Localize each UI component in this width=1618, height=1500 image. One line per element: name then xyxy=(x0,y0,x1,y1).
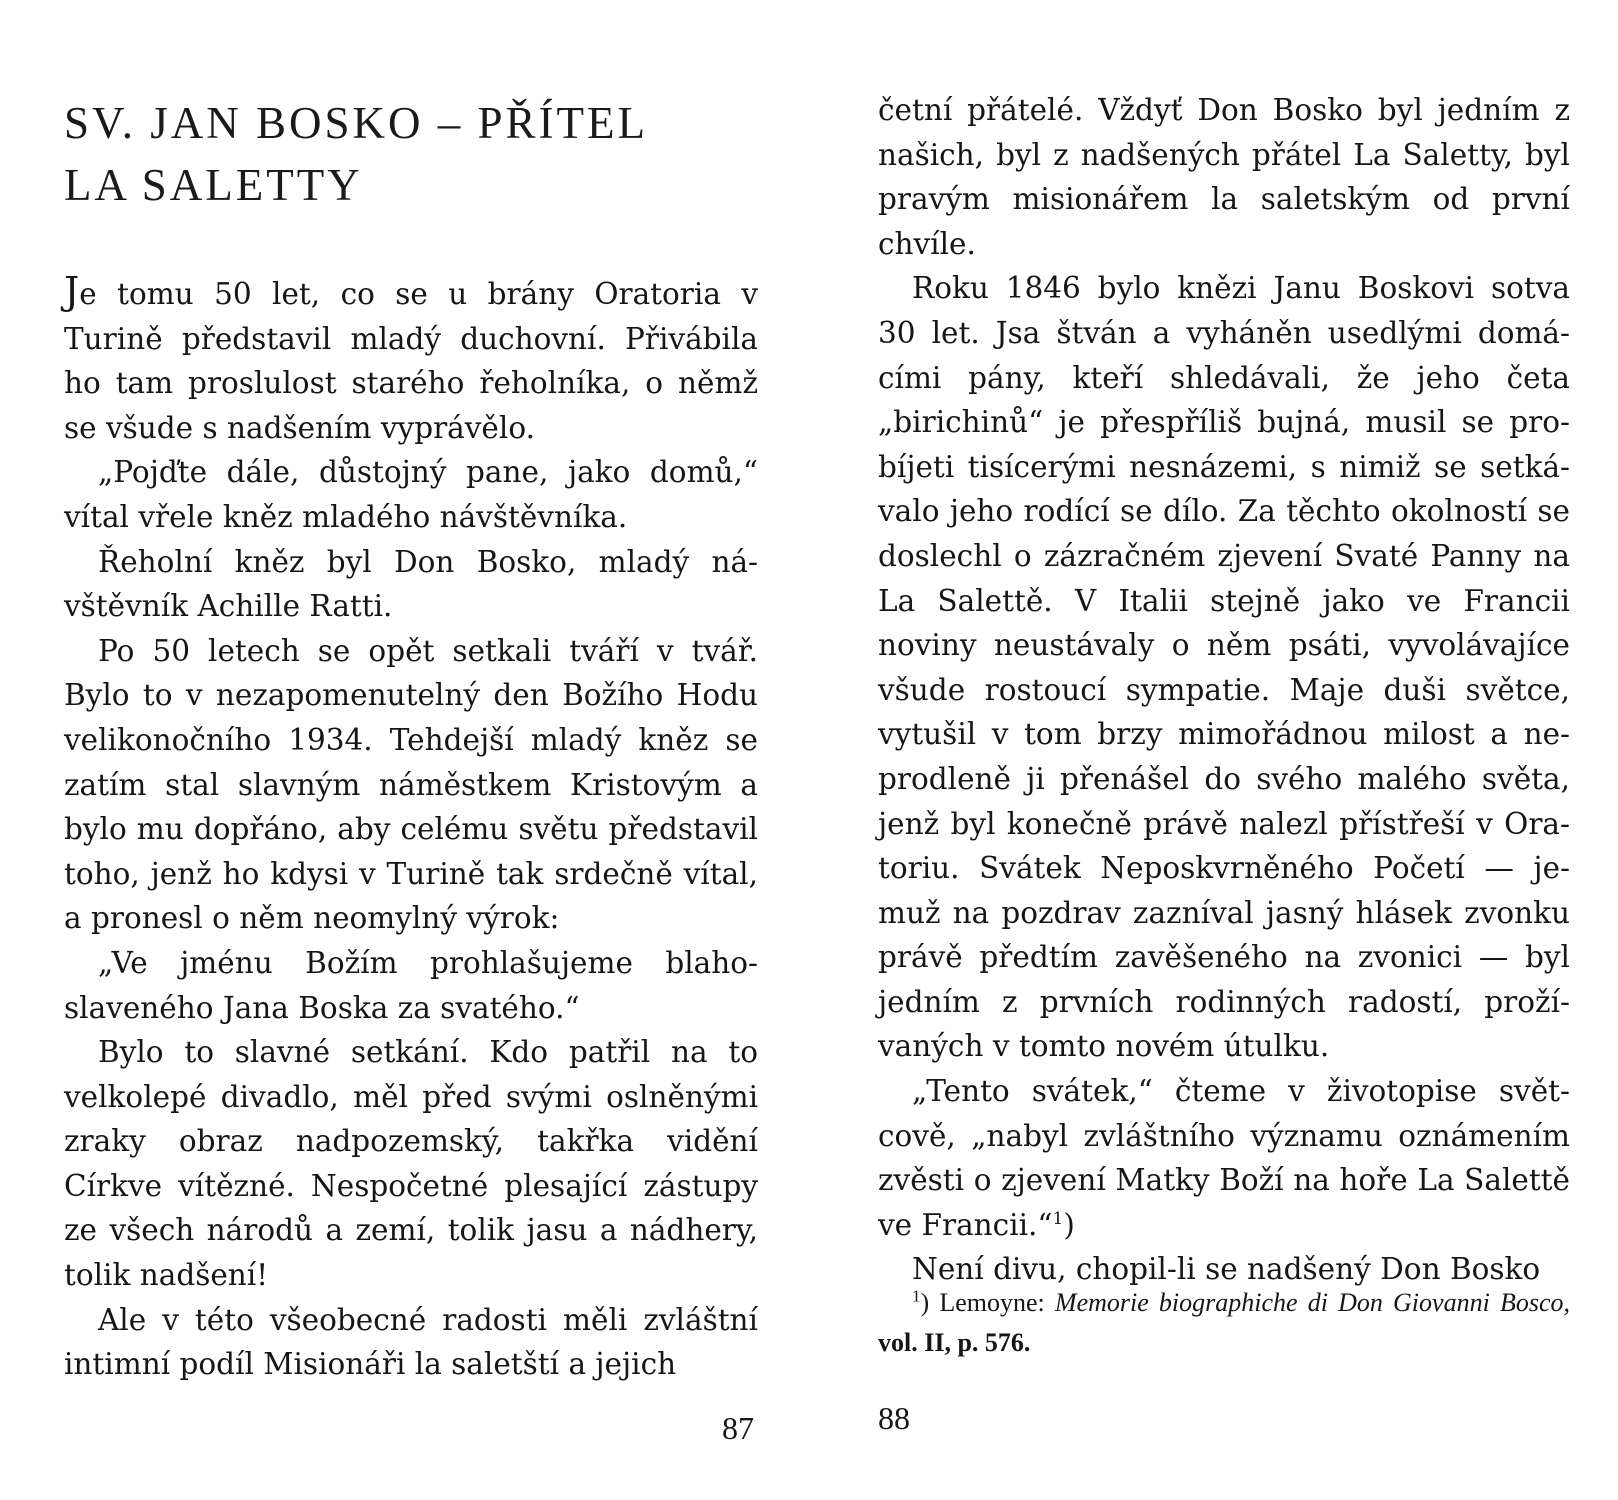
paragraph: Ale v této všeobecné radosti měli zvláštní intimní podíl Misionáři la saletští a jejich xyxy=(64,1302,758,1382)
page-number: 88 xyxy=(878,1400,910,1436)
paragraph: Roku 1846 bylo knězi Janu Boskovi sotva 30 let. Jsa štván a vyháněn usedlými domácími pány, kteří shledávali, že jeho četa „birichinů“ je přespříliš bujná, musil se probíjeti tisícerými nesnázemi, s nimiž se setkávalo jeho rodící se dílo. Za těchto okolností se doslechl o zázračném zjevení Svaté Panny na La Salettě. V Italii stejně jako ve Francii noviny neustávaly o něm psáti, vyvolávajíce všude rostoucí sympatie. Maje duši světce, vytušil v tom brzy mimořádnou milost a neprodleně ji přenášel do svého malého světa, jenž byl konečně právě nalezl přístřeší v Oratoriu. Svátek Neposkvrněného Početí — jemuž na pozdrav zazníval jasný hlásek zvonku právě předtím zavěšeného na zvonici — byl jedním z prvních rodinných radostí, prožívaných v tomto novém útulku. xyxy=(878,271,1570,1064)
right-page-body xyxy=(878,88,1570,1292)
page-number: 87 xyxy=(722,1410,754,1446)
footnote: $^1$) Lemoyne: Memorie biographiche di Don Giovanni Bosco, vol. II, p. 576. xyxy=(878,1286,1570,1357)
paragraph: „Tento svátek,“ čteme v životopise světcově, „nabyl zvláštního významu oznámením zvěsti o zjevení Matky Boží na hoře La Salettě ve Francii.“$^1$) xyxy=(878,1074,1570,1242)
chapter-title xyxy=(64,92,758,216)
paragraph: četní přátelé. Vždyť Don Bosko byl jedním z našich, byl z nadšených přátel La Saletty, byl pravým misionářem la saletským od první chvíle. xyxy=(878,93,1570,261)
footnote-work-title: Memorie biographiche di Don Giovanni Bosco, xyxy=(1054,1288,1570,1317)
paragraph: „Pojďte dále, důstojný pane, jako domů,“ vítal vřele kněz mladého návštěvníka. xyxy=(64,455,758,534)
footnote-volume: vol. II, p. 576. xyxy=(878,1328,1031,1357)
footnote-reference: 1 xyxy=(1052,1209,1064,1230)
right-page xyxy=(878,0,1570,1500)
paragraph: Není divu, chopil-li se nadšený Don Bosko xyxy=(912,1252,1541,1287)
left-page xyxy=(64,0,758,1500)
footnote-marker: 1 xyxy=(912,1286,921,1306)
paragraph: Je tomu 50 let, co se u brány Oratoria v Turině představil mladý duchovní. Přivábila ho tam proslulost starého řeholníka, o němž se všude s nadšením vyprávělo. xyxy=(64,269,758,445)
paragraph: Po 50 letech se opět setkali tváří v tvář. Bylo to v nezapomenutelný den Božího Hodu velikonočního 1934. Tehdejší mladý kněz se zatím stal slavným náměstkem Kristovým a bylo mu dopřáno, aby celému světu představil toho, jenž ho kdysi v Turině tak srdečně vítal, a pronesl o něm neomylný výrok: xyxy=(64,633,758,936)
initial-letter: J xyxy=(64,269,80,313)
chapter-title-line-2: LA SALETTY xyxy=(64,160,363,210)
paragraph: Řeholní kněz byl Don Bosko, mladý návštěvník Achille Ratti. xyxy=(64,544,758,624)
chapter-title-line-1: SV. JAN BOSKO – PŘÍTEL xyxy=(64,98,649,148)
paragraph: „Ve jménu Božím prohlašujeme blahoslaveného Jana Boska za svatého.“ xyxy=(64,945,758,1025)
footnote-author: Lemoyne: xyxy=(939,1288,1045,1317)
left-page-body xyxy=(64,269,758,1387)
paragraph: Bylo to slavné setkání. Kdo patřil na to velkolepé divadlo, měl před svými oslněnými zraky obraz nadpozemský, takřka vidění Církve vítězné. Nespočetné plesající zástupy ze všech národů a zemí, tolik jasu a nádhery, tolik nadšení! xyxy=(64,1035,758,1293)
